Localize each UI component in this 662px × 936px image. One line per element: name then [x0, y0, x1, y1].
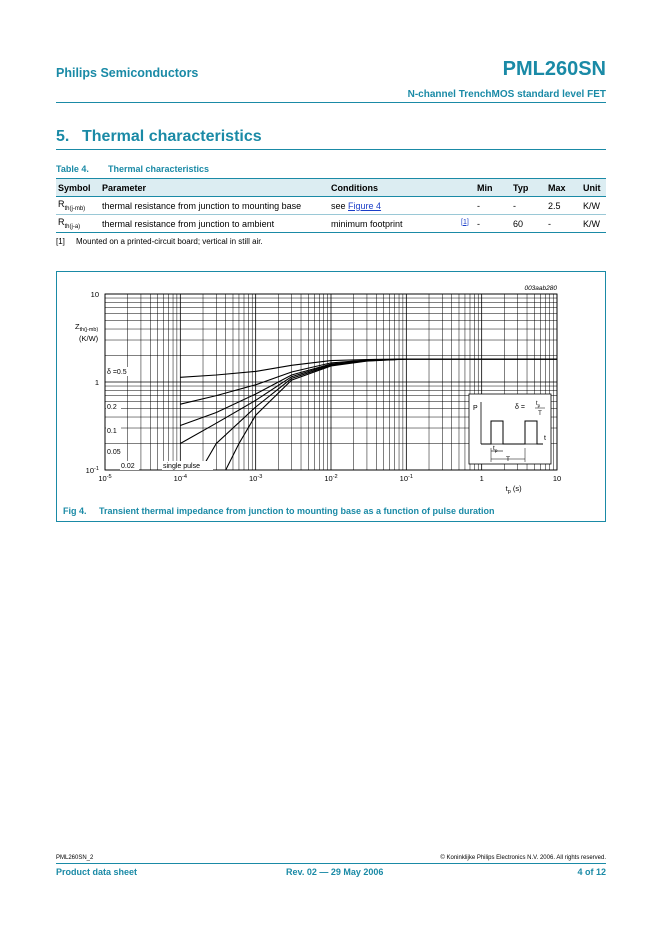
- footer-divider: [56, 863, 606, 864]
- footnote-1-link[interactable]: [1]: [461, 218, 469, 226]
- y-tick-label: 10: [90, 290, 99, 299]
- inset-p-label: P: [473, 405, 478, 412]
- figure-caption: [63, 506, 495, 516]
- column-header-note: [459, 179, 475, 197]
- series-label-1: 0.2: [107, 404, 117, 411]
- column-header: Typ: [511, 179, 546, 197]
- column-header: Min: [475, 179, 511, 197]
- column-header: Symbol: [56, 179, 100, 197]
- x-tick-label: 1: [479, 474, 484, 483]
- y-tick-label: $10^{-1}$: [85, 466, 99, 475]
- table-row: [56, 197, 606, 215]
- section-number: 5.: [56, 128, 70, 145]
- inset-T-label: T: [506, 456, 510, 463]
- conditions-cell: minimum footprint: [329, 215, 459, 233]
- table-row: [56, 215, 606, 233]
- typ-cell: 60: [511, 215, 546, 233]
- y-tick-label: 1: [94, 378, 99, 387]
- header-divider: [56, 102, 606, 103]
- thermal-impedance-chart: [57, 272, 605, 497]
- min-cell: -: [475, 197, 511, 215]
- series-line-0: [180, 359, 557, 377]
- series-label-0: δ =0.5: [107, 369, 127, 376]
- x-tick-label: 10: [552, 474, 562, 483]
- conditions-cell: see Figure 4: [329, 197, 459, 215]
- inset-tp-label: $t_p$: [493, 445, 498, 453]
- x-tick-label: $10^{-1}$: [399, 474, 414, 483]
- max-cell: -: [546, 215, 581, 233]
- product-subtitle: N-channel TrenchMOS standard level FET: [407, 89, 606, 100]
- thermal-table: [56, 178, 606, 233]
- unit-cell: K/W: [581, 197, 606, 215]
- y-axis-unit: (K/W): [79, 334, 99, 343]
- note-cell: [459, 197, 475, 215]
- y-axis-label: $Z_{th(j-mb)}$: [75, 322, 99, 333]
- table-caption: Thermal characteristics: [108, 164, 210, 174]
- column-header: Unit: [581, 179, 606, 197]
- symbol-cell: $R_{th(j-mb)}$: [56, 197, 100, 215]
- figure-4-link[interactable]: Figure 4: [348, 200, 382, 211]
- figure-code: 003aab280: [524, 285, 557, 292]
- column-header: Parameter: [100, 179, 329, 197]
- parameter-cell: thermal resistance from junction to ambient: [100, 215, 329, 233]
- table-label: Table 4.: [56, 164, 89, 174]
- footer-copyright: © Koninklijke Philips Electronics N.V. 2006. All rights reserved.: [440, 855, 606, 861]
- inset-t-label: t: [544, 435, 546, 442]
- max-cell: 2.5: [546, 197, 581, 215]
- x-axis-label: $t_p$ (s): [505, 484, 522, 495]
- footnote-ref: [1]: [56, 237, 65, 246]
- series-label-3: 0.05: [107, 449, 121, 456]
- parameter-cell: thermal resistance from junction to mounting base: [100, 197, 329, 215]
- unit-cell: K/W: [581, 215, 606, 233]
- figure-box: [56, 271, 606, 522]
- section-divider: [56, 149, 606, 150]
- symbol-cell: $R_{th(j-a)}$: [56, 215, 100, 233]
- x-tick-label: $10^{-5}$: [98, 474, 112, 483]
- footnote: [56, 237, 263, 246]
- typ-cell: -: [511, 197, 546, 215]
- x-tick-label: $10^{-2}$: [324, 474, 338, 483]
- table-header-row: [56, 179, 606, 197]
- series-label-2: 0.1: [107, 428, 117, 435]
- inset-delta-numerator: $t_p$: [536, 401, 541, 408]
- part-number: PML260SN: [502, 58, 606, 80]
- figure-caption-text: Transient thermal impedance from junction to mounting base as a function of pulse duration: [99, 506, 495, 516]
- x-tick-label: $10^{-4}$: [173, 474, 188, 483]
- column-header: Conditions: [329, 179, 459, 197]
- footer-revision: Rev. 02 — 29 May 2006: [286, 867, 384, 877]
- inset-delta-label: δ =: [515, 404, 525, 411]
- section-heading: [56, 128, 262, 146]
- footer-doc-id: PML260SN_2: [56, 855, 94, 861]
- footer-page: 4 of 12: [577, 867, 606, 877]
- series-label-4: 0.02: [121, 463, 135, 470]
- series-label-5: single pulse: [163, 463, 200, 470]
- footer-doc-type: Product data sheet: [56, 867, 138, 877]
- inset-delta-denominator: T: [538, 411, 542, 417]
- x-tick-label: $10^{-3}$: [248, 474, 263, 483]
- company-name: Philips Semiconductors: [56, 66, 199, 80]
- column-header: Max: [546, 179, 581, 197]
- figure-label: Fig 4.: [63, 506, 87, 516]
- note-cell: [459, 215, 475, 233]
- min-cell: -: [475, 215, 511, 233]
- section-title: Thermal characteristics: [82, 128, 262, 145]
- footnote-text: Mounted on a printed-circuit board; vertical in still air.: [76, 237, 263, 246]
- table-title: [56, 164, 209, 174]
